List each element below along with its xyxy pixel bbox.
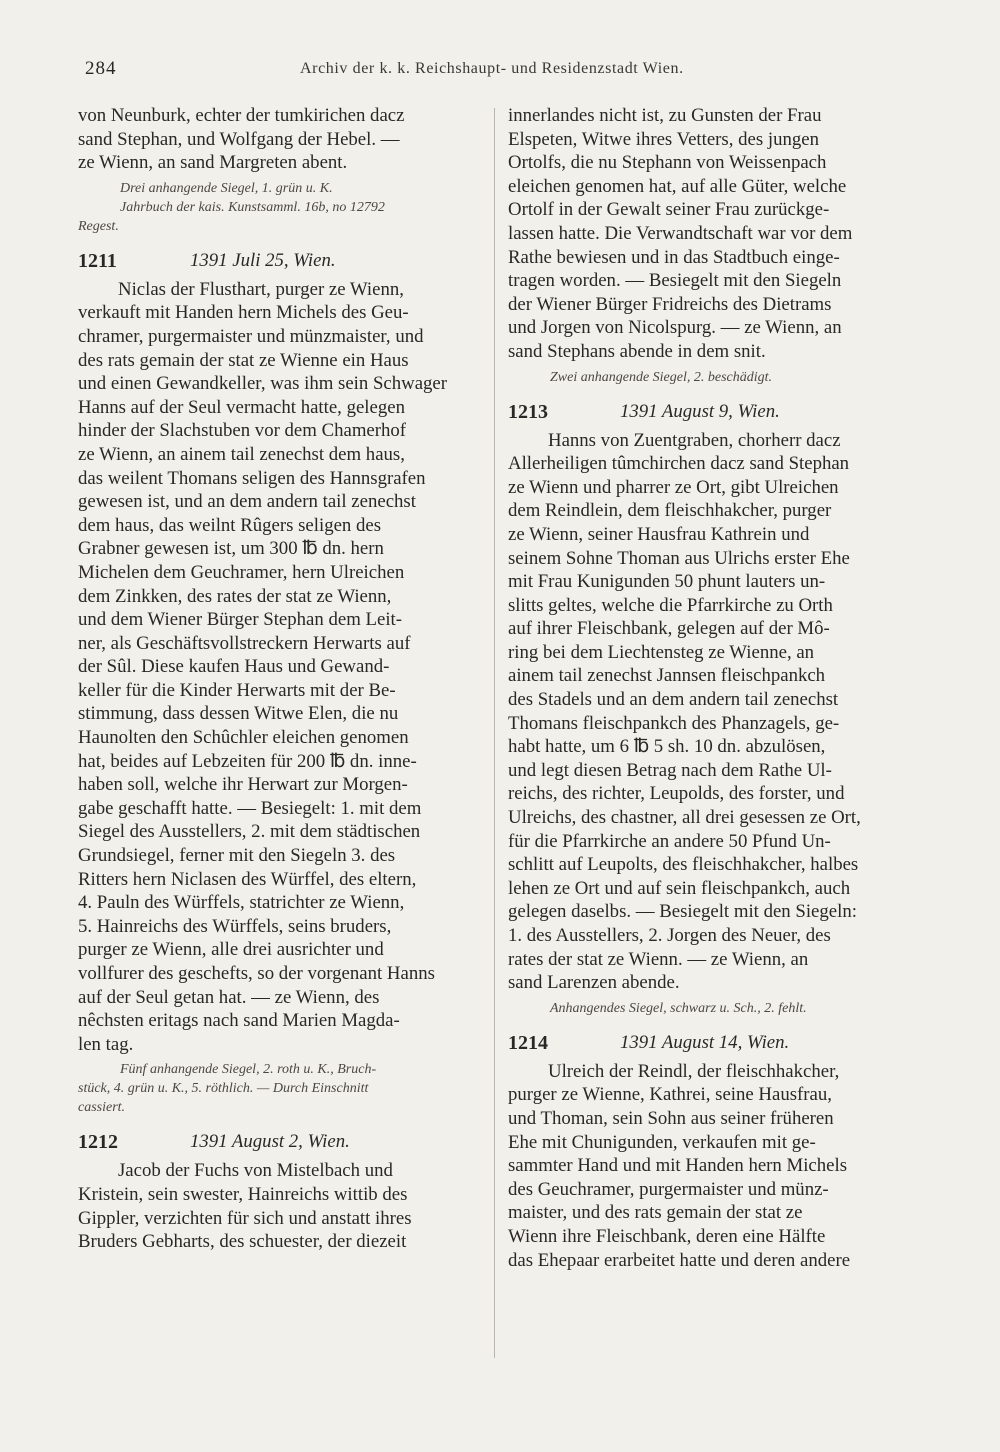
text-line: sammter Hand und mit Handen hern Michels: [508, 1155, 848, 1177]
entry-date: 1391 August 2, Wien.: [190, 1131, 350, 1153]
text-line: purger ze Wienn, alle drei ausrichter und: [78, 939, 384, 961]
entry-number: 1211: [78, 249, 117, 272]
text-line: keller für die Kinder Herwarts mit der Be-: [78, 679, 396, 701]
text-line: das weilent Thomans seligen des Hannsgrafen: [78, 467, 426, 489]
text-line: und dem Wiener Bürger Stephan dem Leit-: [78, 609, 403, 631]
entry-date: 1391 Juli 25, Wien.: [190, 249, 336, 271]
text-line: ze Wienn, seiner Hausfrau Kathrein und: [508, 523, 810, 545]
text-line: und Jorgen von Nicolspurg. — ze Wienn, an: [508, 317, 842, 339]
text-line: auf der Seul getan hat. — ze Wienn, des: [78, 986, 380, 1008]
left-column: [78, 104, 482, 1254]
text-line: Bruders Gebharts, des schuester, der diezeit: [78, 1231, 407, 1253]
text-line: ze Wienn, an sand Margreten abent.: [78, 152, 348, 174]
text-line: ainem tail zenechst Jannsen fleischpankch: [508, 665, 826, 687]
text-line: gabe geschafft hatte. — Besiegelt: 1. mit dem: [78, 797, 422, 819]
continued-text: [508, 104, 918, 364]
seal-note: Drei anhangende Siegel, 1. grün u. K.: [120, 180, 333, 196]
text-line: Jacob der Fuchs von Mistelbach und: [118, 1160, 393, 1182]
text-line: reichs, des richter, Leupolds, des forster, und: [508, 783, 845, 805]
text-line: Ulreichs, des chastner, all drei gesessen ze Ort,: [508, 807, 861, 829]
text-line: und einen Gewandkeller, was ihm sein Schwager: [78, 373, 448, 395]
text-line: Michelen dem Geuchramer, hern Ulreichen: [78, 561, 405, 583]
text-line: Rathe bewiesen und in das Stadtbuch einge-: [508, 246, 840, 268]
text-line: gelegen daselbs. — Besiegelt mit den Siegeln:: [508, 901, 857, 923]
entry-heading-1211: [78, 246, 482, 276]
text-line: ze Wienn, an ainem tail zenechst dem haus,: [78, 443, 405, 465]
text-line: Ortolf in der Gewalt seiner Frau zurückge-: [508, 199, 830, 221]
text-line: Gippler, verzichten für sich und anstatt ihres: [78, 1207, 412, 1229]
text-line: haben soll, welche ihr Herwart zur Morgen-: [78, 774, 408, 796]
text-line: ring bei dem Liechtensteg ze Wienne, an: [508, 641, 815, 663]
text-line: Hanns auf der Seul vermacht hatte, gelegen: [78, 396, 405, 418]
text-line: gewesen ist, und an dem andern tail zenechst: [78, 491, 416, 513]
text-line: sand Stephans abende in dem snit.: [508, 340, 766, 362]
text-line: 1. des Ausstellers, 2. Jorgen des Neuer, des: [508, 925, 831, 946]
entry-heading-1214: [508, 1028, 918, 1058]
entry-heading-1212: [78, 1127, 482, 1157]
text-line: Ulreich der Reindl, der fleischhakcher,: [548, 1060, 840, 1082]
text-line: Kristein, sein swester, Hainreichs wittib des: [78, 1183, 408, 1205]
text-line: vollfurer des geschefts, so der vorgenant Hanns: [78, 963, 435, 984]
text-line: Ritters hern Niclasen des Würffel, des eltern,: [78, 868, 417, 890]
text-line: auf ihrer Fleischbank, gelegen auf der Mô-: [508, 618, 830, 640]
text-line: Grundsiegel, ferner mit den Siegeln 3. des: [78, 845, 396, 867]
entry-number: 1212: [78, 1131, 118, 1154]
entry-number: 1214: [508, 1031, 548, 1054]
text-line: sand Larenzen abende.: [508, 972, 680, 994]
page-number: 284: [85, 58, 117, 79]
text-line: verkauft mit Handen hern Michels des Geu-: [78, 302, 409, 324]
text-line: dem Zinkken, des rates der stat ze Wienn,: [78, 585, 392, 607]
text-line: rates der stat ze Wienn. — ze Wienn, an: [508, 948, 809, 970]
text-line: der Wiener Bürger Fridreichs des Dietrams: [508, 293, 832, 315]
text-line: len tag.: [78, 1033, 134, 1055]
text-line: dem Reindlein, dem fleischhakcher, purger: [508, 500, 832, 522]
text-line: Allerheiligen tûmchirchen dacz sand Stephan: [508, 453, 850, 475]
text-line: und Thoman, sein Sohn aus seiner früheren: [508, 1107, 834, 1129]
entry-date: 1391 August 14, Wien.: [620, 1031, 790, 1053]
text-line: hinder der Slachstuben vor dem Chamerhof: [78, 420, 407, 442]
text-line: des Geuchramer, purgermaister und münz-: [508, 1178, 829, 1200]
text-line: ner, als Geschäftsvollstreckern Herwarts auf: [78, 632, 411, 654]
entry-body-1213: [508, 429, 918, 995]
text-line: lassen hatte. Die Verwandtschaft war vor dem: [508, 222, 853, 244]
text-line: von Neunburk, echter der tumkirichen dacz: [78, 105, 405, 126]
text-line: mit Frau Kunigunden 50 phunt lauters un-: [508, 571, 826, 593]
seal-note: Zwei anhangende Siegel, 2. beschädigt.: [550, 369, 773, 385]
text-line: und legt diesen Betrag nach dem Rathe Ul-: [508, 759, 832, 781]
seal-note: Fünf anhangende Siegel, 2. roth u. K., Bruch-: [120, 1062, 377, 1078]
seal-note: Anhangendes Siegel, schwarz u. Sch., 2. fehlt.: [550, 1000, 807, 1016]
text-line: sand Stephan, und Wolfgang der Hebel. —: [78, 128, 400, 150]
text-line: chramer, purgermaister und münzmaister, und: [78, 325, 424, 347]
text-line: Grabner gewesen ist, um 300 ℔ dn. hern: [78, 538, 384, 560]
text-line: tragen worden. — Besiegelt mit den Siegeln: [508, 270, 842, 292]
text-line: slitts geltes, welche die Pfarrkirche zu Orth: [508, 594, 833, 616]
text-line: stimmung, dass dessen Witwe Elen, die nu: [78, 703, 399, 725]
text-line: Niclas der Flusthart, purger ze Wienn,: [118, 278, 404, 300]
text-line: Thomans fleischpankch des Phanzagels, ge-: [508, 712, 840, 734]
text-line: Hanns von Zuentgraben, chorherr dacz: [548, 429, 841, 451]
text-line: lehen ze Ort und auf sein fleischpankch, auch: [508, 877, 851, 899]
regest-note: Regest.: [78, 218, 119, 234]
text-line: 4. Pauln des Würffels, statrichter ze Wienn,: [78, 892, 405, 914]
seal-note: stück, 4. grün u. K., 5. röthlich. — Durch Einschnitt: [78, 1081, 369, 1097]
entry-heading-1213: [508, 397, 918, 427]
text-line: nêchsten eritags nach sand Marien Magda-: [78, 1010, 400, 1032]
reference-note: Jahrbuch der kais. Kunstsamml. 16b, no 12792: [120, 199, 385, 215]
text-line: für die Pfarrkirche an andere 50 Pfund Un-: [508, 830, 831, 852]
text-line: hat, beides auf Lebzeiten für 200 ℔ dn. inne-: [78, 750, 417, 772]
text-line: Wienn ihre Fleischbank, deren eine Hälfte: [508, 1225, 826, 1247]
entry-date: 1391 August 9, Wien.: [620, 400, 780, 422]
right-column: [508, 104, 918, 1272]
text-line: des rats gemain der stat ze Wienne ein Haus: [78, 349, 409, 371]
text-line: des Stadels und an dem andern tail zenechst: [508, 689, 839, 711]
text-line: 5. Hainreichs des Würffels, seins bruders,: [78, 915, 392, 937]
entry-number: 1213: [508, 400, 548, 423]
text-line: seinem Sohne Thoman aus Ulrichs erster Ehe: [508, 547, 850, 569]
text-line: schlitt auf Leupolts, des fleischhakcher, halbes: [508, 854, 859, 876]
text-line: Haunolten den Schûchler eleichen genomen: [78, 727, 409, 749]
text-line: Elspeten, Witwe ihres Vetters, des jungen: [508, 128, 819, 150]
column-divider: [494, 108, 495, 1358]
text-line: Siegel des Ausstellers, 2. mit dem städtischen: [78, 821, 421, 843]
text-line: habt hatte, um 6 ℔ 5 sh. 10 dn. abzulösen,: [508, 736, 826, 758]
text-line: der Sûl. Diese kaufen Haus und Gewand-: [78, 656, 390, 678]
text-line: ze Wienn und pharrer ze Ort, gibt Ulreichen: [508, 476, 839, 498]
running-header: [85, 58, 895, 82]
text-line: das Ehepaar erarbeitet hatte und deren andere: [508, 1249, 851, 1271]
entry-body-1211: [78, 278, 482, 1057]
text-line: Ehe mit Chunigunden, verkaufen mit ge-: [508, 1131, 816, 1153]
seal-note: cassiert.: [78, 1100, 126, 1116]
text-line: maister, und des rats gemain der stat ze: [508, 1202, 803, 1224]
text-line: dem haus, das weilnt Rûgers seligen des: [78, 514, 382, 536]
continued-text: [78, 104, 482, 175]
text-line: Ortolfs, die nu Stephann von Weissenpach: [508, 152, 827, 174]
text-line: purger ze Wienne, Kathrei, seine Hausfrau,: [508, 1084, 832, 1106]
entry-body-1214: [508, 1060, 918, 1272]
text-line: eleichen genomen hat, auf alle Güter, welche: [508, 175, 847, 197]
entry-body-1212: [78, 1159, 482, 1253]
text-line: innerlandes nicht ist, zu Gunsten der Frau: [508, 105, 822, 126]
running-title: Archiv der k. k. Reichshaupt- und Residenzstadt Wien.: [300, 60, 684, 77]
